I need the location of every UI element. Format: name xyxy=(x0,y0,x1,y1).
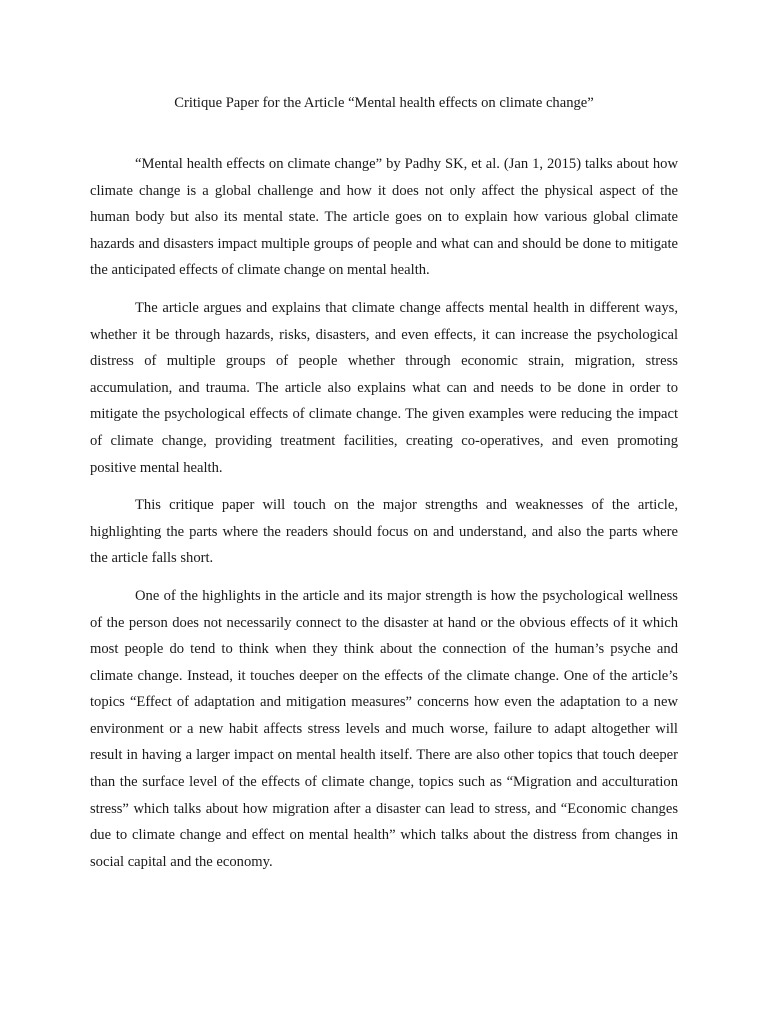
paragraph-1: “Mental health effects on climate change” by Padhy SK, et al. (Jan 1, 2015) talks about how climate change is a global challenge and how it does not only affect the physical aspect of the human body but also its mental state. The article goes on to explain how various global climate hazards and disasters impact multiple groups of people and what can and should be done to mitigate the anticipated effects of climate change on mental health. xyxy=(90,156,678,279)
paragraph-3: This critique paper will touch on the major strengths and weaknesses of the article, highlighting the parts where the readers should focus on and understand, and also the parts where the article falls short. xyxy=(90,497,678,567)
paragraph-4: One of the highlights in the article and its major strength is how the psychological wellness of the person does not necessarily connect to the disaster at hand or the obvious effects of it which most people do tend to think when they think about the connection of the human’s psyche and climate change. Instead, it touches deeper on the effects of the climate change. One of the article’s topics “Effect of adaptation and mitigation measures” concerns how even the adaptation to a new environment or a new habit affects stress levels and much worse, failure to adapt altogether will result in having a larger impact on mental health itself. There are also other topics that touch deeper than the surface level of the effects of climate change, topics such as “Migration and acculturation stress” which talks about how migration after a disaster can lead to stress, and “Economic changes due to climate change and effect on mental health” which talks about the distress from changes in social capital and the economy. xyxy=(90,587,678,870)
document-body xyxy=(90,151,678,886)
document-title: Critique Paper for the Article “Mental health effects on climate change” xyxy=(174,95,594,111)
paragraph-2: The article argues and explains that climate change affects mental health in different ways, whether it be through hazards, risks, disasters, and even effects, it can increase the psychological distress of multiple groups of people whether through economic strain, migration, stress accumulation, and trauma. The article also explains what can and needs to be done in order to mitigate the psychological effects of climate change. The given examples were reducing the impact of climate change, providing treatment facilities, creating co-operatives, and even promoting positive mental health. xyxy=(90,299,678,476)
